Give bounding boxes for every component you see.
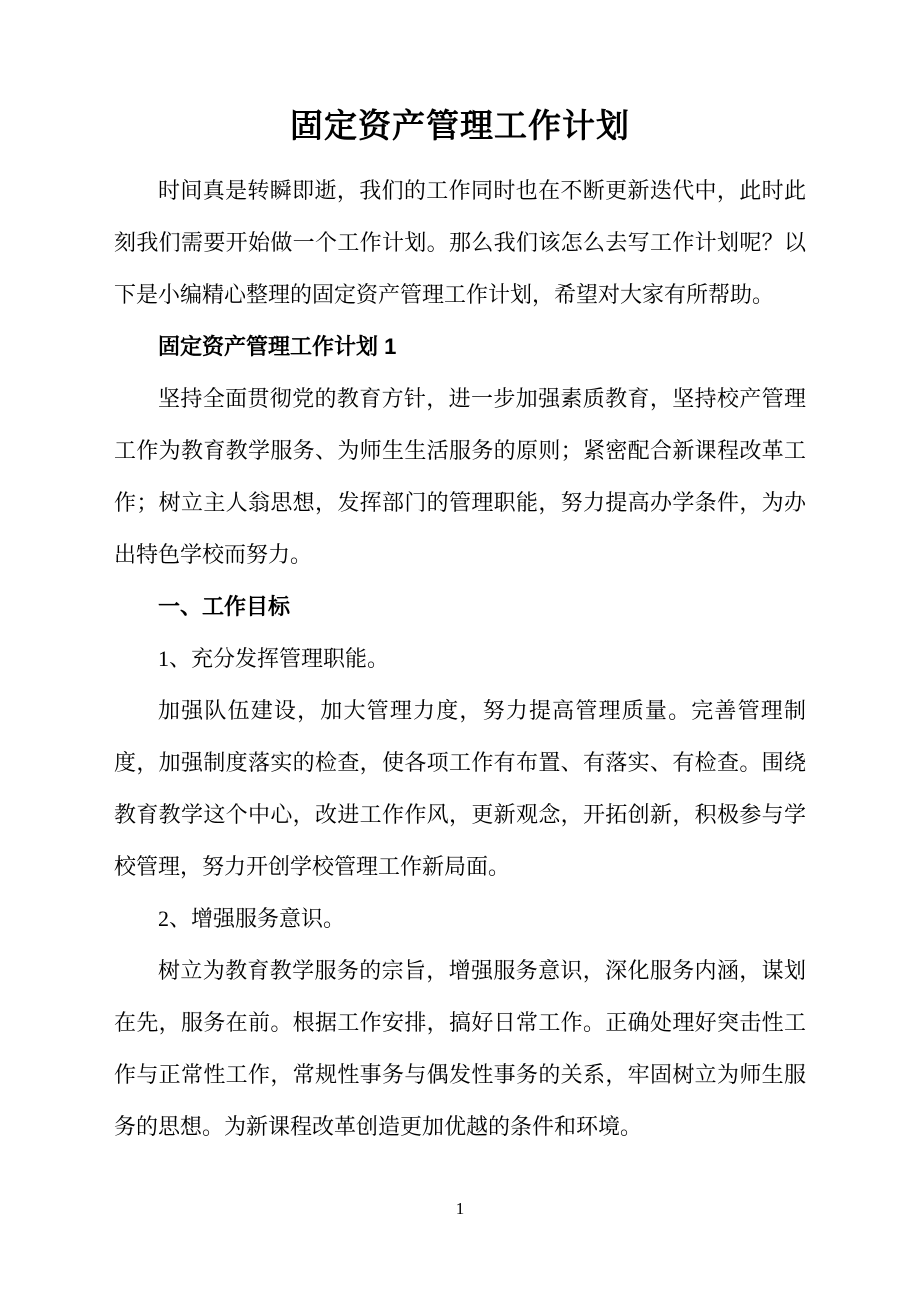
section-heading-work-goals: 一、工作目标 <box>158 594 291 619</box>
paragraph-item-2-body: 树立为教育教学服务的宗旨，增强服务意识，深化服务内涵，谋划在先，服务在前。根据工作安排，搞好日常工作。正确处理好突击性工作与正常性工作，常规性事务与偶发性事务的关系，牢固树立为师生服务的思想。为新课程改革创造更加优越的条件和环境。 <box>114 958 806 1139</box>
page-number: 1 <box>455 1199 465 1218</box>
paragraph-guiding-principle: 坚持全面贯彻党的教育方针，进一步加强素质教育，坚持校产管理工作为教育教学服务、为师生生活服务的原则；紧密配合新课程改革工作；树立主人翁思想，发挥部门的管理职能，努力提高办学条件，为办出特色学校而努力。 <box>114 386 806 567</box>
paragraph-intro: 时间真是转瞬即逝，我们的工作同时也在不断更新迭代中，此时此刻我们需要开始做一个工作计划。那么我们该怎么去写工作计划呢？以下是小编精心整理的固定资产管理工作计划，希望对大家有所帮助。 <box>114 178 806 307</box>
section-heading-plan-1: 固定资产管理工作计划 1 <box>158 334 397 359</box>
paragraph-item-1-body: 加强队伍建设，加大管理力度，努力提高管理质量。完善管理制度，加强制度落实的检查，使各项工作有布置、有落实、有检查。围绕教育教学这个中心，改进工作作风，更新观念，开拓创新，积极参与学校管理，努力开创学校管理工作新局面。 <box>114 698 806 879</box>
document-title: 固定资产管理工作计划 <box>290 107 630 144</box>
paragraph-item-2-title: 2、增强服务意识。 <box>158 906 346 931</box>
paragraph-item-1-title: 1、充分发挥管理职能。 <box>158 646 390 671</box>
